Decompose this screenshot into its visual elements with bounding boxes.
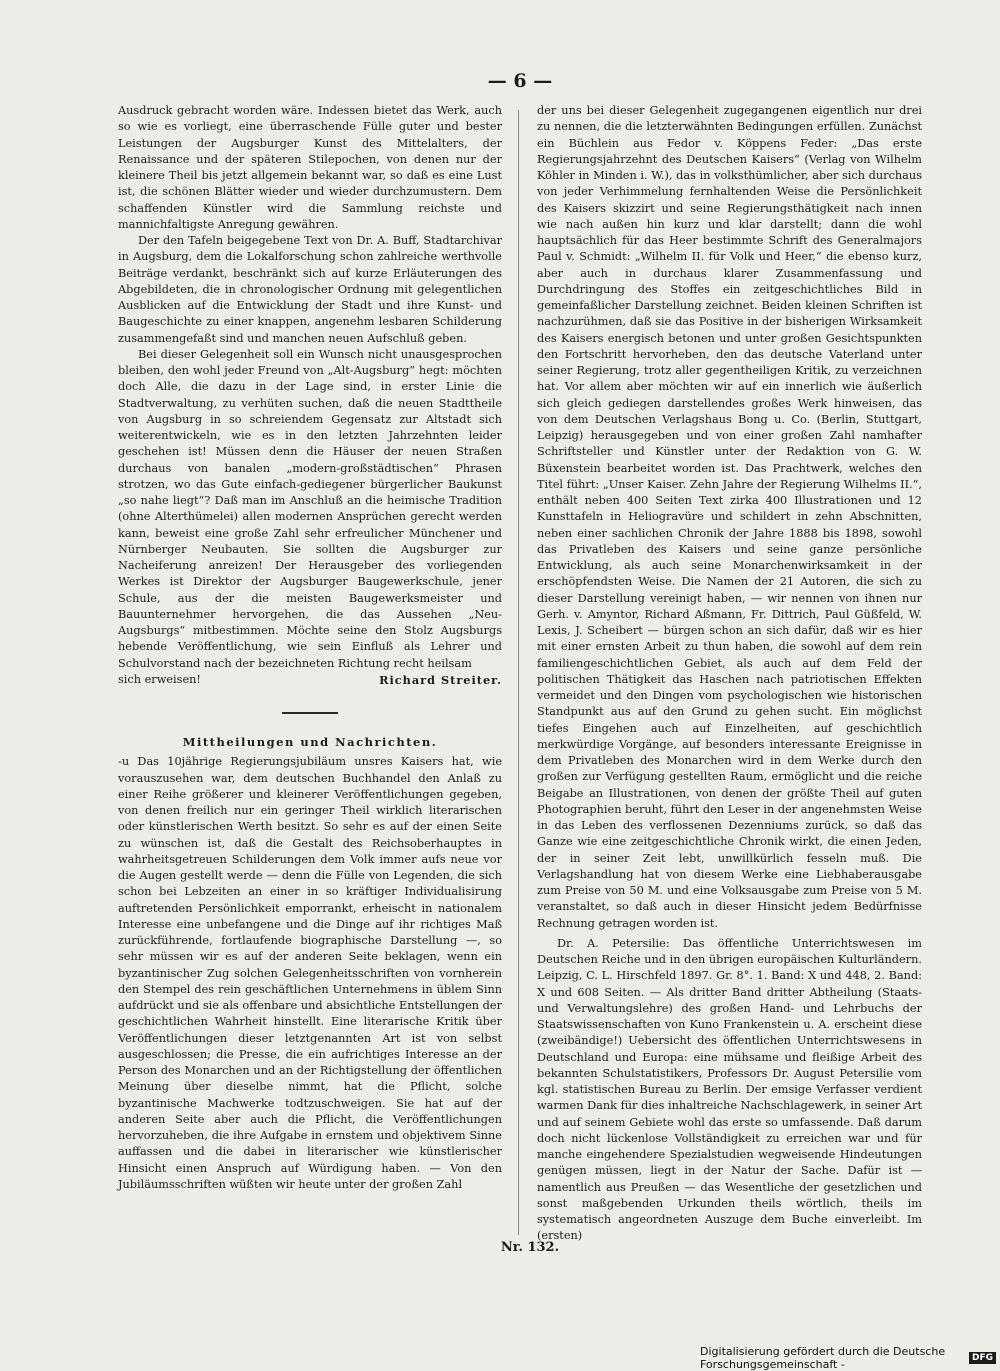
page-number: — 6 — bbox=[487, 70, 553, 92]
dfg-logo: DFG bbox=[969, 1352, 996, 1364]
dfg-notice-bar bbox=[700, 1344, 1000, 1371]
dfg-notice: Digitalisierung gefördert durch die Deutsche Forschungsgemeinschaft - bbox=[700, 1344, 946, 1371]
left-column bbox=[118, 103, 502, 1193]
paragraph: Bei dieser Gelegenheit soll ein Wunsch nicht unausgesprochen bleiben, den wohl jeder Freund von „Alt-Augsburg“ hegt: möchten doch Alle, die dazu in der Lage sind, in erster Linie die Stadtverwaltung, zu verhüten suchen, daß die neuen Stadttheile von Augsburg in so schreiendem Gegensatz zur Altstadt sich weiterentwickeln, wie es in den letzten Jahrzehnten leider geschehen ist! Müssen denn die Häuser der neuen Straßen durchaus von banalen „modern-großstädtischen“ Phrasen strotzen, wo das Gute einfach-gediegener bürgerlicher Baukunst „so nahe liegt“? Daß man im Anschluß an die heimische Tradition (ohne Alterthümelei) allen modernen Ansprüchen gerecht werden kann, beweist eine große Zahl sehr erfreulicher Münchener und Nürnberger Neubauten. Sie sollten die Augsburger zur Nacheiferung anreizen! Der Herausgeber des vorliegenden Werkes ist Direktor der Augsburger Baugewerkschule, jener Schule, aus der die meisten Baugewerksmeister und Bauunternehmer hervorgehen, die das Aussehen „Neu-Augsburgs“ mitbestimmen. Möchte seine den Stolz Augsburgs hebende Veröffentlichung, wie sein Einfluß als Lehrer und Schulvorstand nach der bezeichneten Richtung recht heilsam bbox=[118, 347, 502, 670]
paragraph-end: sich erweisen! bbox=[118, 672, 201, 686]
paragraph: -u Das 10jährige Regierungsjubiläum unsres Kaisers hat, wie vorauszusehen war, dem deutschen Buchhandel den Anlaß zu einer Reihe größerer und kleinerer Veröffentlichungen gegeben, von denen freilich nur ein geringer Theil wirklich literarischen oder künstlerischen Werth besitzt. So sehr es auf der einen Seite zu wünschen ist, daß die Gestalt des Reichsoberhauptes in wahrheitsgetreuen Schilderungen dem Volk immer aufs neue vor die Augen gestellt werde — denn die Fülle von Legenden, die sich schon bei Lebzeiten an einer in so kräftiger Individualisirung auftretenden Persönlichkeit emporrankt, erheischt in nationalem Interesse eine unbefangene und die Dinge auf ihr richtiges Maß zurückführende, fortlaufende biographische Darstellung —, so sehr müssen wir es auf der anderen Seite beklagen, wenn ein byzantinischer Zug solchen Gelegenheitsschriften von vornherein den Stempel des rein geschäftlichen Unternehmens in üblem Sinn aufdrückt und sie als offenbare und absichtliche Entstellungen der geschichtlichen Wahrheit hinstellt. Eine literarische Kritik über Veröffentlichungen dieser letztgenannten Art ist von selbst ausgeschlossen; die Presse, die ein aufrichtiges Interesse an der Person des Monarchen und an der Richtigstellung der öffentlichen Meinung über dieselbe nimmt, hat die Pflicht, solche byzantinische Machwerke todtzuschweigen. Sie hat auf der anderen Seite aber auch die Pflicht, die Veröffentlichungen hervorzuheben, die ihre Aufgabe in ernstem und objektivem Sinne auffassen und die dabei in literarischer wie künstlerischer Hinsicht einen Anspruch auf Würdigung haben. — Von den Jubiläumsschriften wüßten wir heute unter der großen Zahl bbox=[118, 755, 502, 1191]
section-rule bbox=[282, 712, 338, 714]
paragraph: der uns bei dieser Gelegenheit zugegangenen eigentlich nur drei zu nennen, die die letzterwähnten Bedingungen erfüllen. Zunächst ein Büchlein aus Fedor v. Köppens Feder: „Das erste Regierungsjahrzehnt des Deutschen Kaisers“ (Verlag von Wilhelm Köhler in Minden i. W.), das in volksthümlicher, aber sich durchaus von jeder Verhimmelung fernhaltenden Weise die Persönlichkeit des Kaisers skizzirt und seine Regierungsthätigkeit nach innen wie nach außen hin kurz und klar darstellt; dann die wohl hauptsächlich für das Heer bestimmte Schrift des Generalmajors Paul v. Schmidt: „Wilhelm II. für Volk und Heer,“ die ebenso kurz, aber auch in durchaus klarer Zusammenfassung und Durchdringung des Stoffes ein zeitgeschichtliches Bild in gemeinfaßlicher Darstellung zeichnet. Beiden kleinen Schriften ist nachzurühmen, daß sie das Positive in der bisherigen Wirksamkeit des Kaisers energisch betonen und unter großen Gesichtspunkten den Fortschritt hervorheben, den das deutsche Vaterland unter seiner Regierung, trotz aller gegentheiligen Kritik, zu verzeichnen hat. Vor allem aber möchten wir auf ein innerlich wie äußerlich sich gleich gediegen darstellendes großes Werk hinweisen, das von dem Deutschen Verlagshaus Bong u. Co. (Berlin, Stuttgart, Leipzig) herausgegeben und von einer großen Zahl namhafter Schriftsteller und Künstler unter der Redaktion von G. W. Büxenstein bearbeitet worden ist. Das Prachtwerk, welches den Titel führt: „Unser Kaiser. Zehn Jahre der Regierung Wilhelms II.“, enthält neben 400 Seiten Text zirka 400 Illustrationen und 12 Kunsttafeln in Heliogravüre und schildert in zehn Abschnitten, neben einer sachlichen Chronik der Jahre 1888 bis 1898, sowohl das Privatleben des Kaisers und seine ganze persönliche Entwicklung, als auch seine Monarchenwirksamkeit in der erschöpfendsten Weise. Die Namen der 21 Autoren, die sich zu dieser Darstellung vereinigt haben, — wir nennen von ihnen nur Gerh. v. Amyntor, Richard Aßmann, Fr. Dittrich, Paul Güßfeld, W. Lexis, J. Scheibert — bürgen schon an sich dafür, daß wir es hier mit einer ernsten Arbeit zu thun haben, die sowohl auf dem rein familiengeschichtlichen Gebiet, als auch auf dem Feld der politischen Thätigkeit das Haschen nach patriotischen Effekten vermeidet und den Dingen vom psychologischen wie historischen Standpunkt aus auf den Grund zu gehen sucht. Ein möglichst tiefes Eingehen auch auf Einzelheiten, auf geschichtlich merkwürdige Vorgänge, auf besonders interessante Ereignisse in dem Privatleben des Monarchen wird in dem Werke durch den großen zur Verfügung gestellten Raum, ermöglicht und die reiche Beigabe an Illustrationen, von denen der größte Theil auf guten Photographien beruht, führt den Leser in der angenehmsten Weise in das Leben des verflossenen Dezenniums zurück, so daß das Ganze wie eine zeitgeschichtliche Chronik wirkt, die einen Jeden, der in seiner Zeit lebt, unwillkürlich fesseln muß. Die Verlagshandlung hat von diesem Werke eine Liebhaberausgabe zum Preise von 50 M. und eine Volksausgabe zum Preise von 5 M. veranstaltet, so daß auch in dieser Hinsicht jedem Bedürfnisse Rechnung getragen worden ist. bbox=[537, 104, 922, 930]
section-heading: Mittheilungen und Nachrichten. bbox=[182, 735, 438, 749]
paragraph: Der den Tafeln beigegebene Text von Dr. A. Buff, Stadtarchivar in Augsburg, dem die Lokalforschung schon zahlreiche werthvolle Beiträge verdankt, beschränkt sich auf kurze Erläuterungen des Abgebildeten, die in chronologischer Ordnung mit gelegentlichen Ausblicken auf die Entwicklung der Stadt und ihre Kunst- und Baugeschichte zu einer knappen, angenehm lesbaren Schilderung zusammengefaßt sind und manchen neuen Aufschluß geben. bbox=[118, 234, 502, 345]
signature-line bbox=[118, 672, 502, 688]
right-column bbox=[537, 103, 922, 1245]
paragraph: Dr. A. Petersilie: Das öffentliche Unterrichtswesen im Deutschen Reiche und in den übrigen europäischen Kulturländern. Leipzig, C. L. Hirschfeld 1897. Gr. 8°. 1. Band: X und 448, 2. Band: X und 608 Seiten. — Als dritter Band dritter Abtheilung (Staats- und Verwaltungslehre) des großen Hand- und Lehrbuchs der Staatswissenschaften von Kuno Frankenstein u. A. erscheint diese (zweibändige!) Uebersicht des öffentlichen Unterrichtswesens in Deutschland und Europa: eine mühsame und fleißige Arbeit des bekannten Schulstatistikers, Professors Dr. August Petersilie vom kgl. statistischen Bureau zu Berlin. Der emsige Verfasser verdient warmen Dank für dies inhaltreiche Nachschlagewerk, in seiner Art und auf seinem Gebiete wohl das erste so umfassende. Daß darum doch nicht lückenlose Vollständigkeit zu erreichen war und für manche eingehendere Spezialstudien wegweisende Hindeutungen genügen müssen, liegt in der Natur der Sache. Dafür ist — namentlich aus Preußen — das Wesentliche der gesetzlichen und sonst maßgebenden Urkunden theils wörtlich, theils im systematisch angeordneten Auszuge dem Buche einverleibt. Im (ersten) bbox=[537, 936, 922, 1243]
paragraph: Ausdruck gebracht worden wäre. Indessen bietet das Werk, auch so wie es vorliegt, eine überraschende Fülle guter und bester Leistungen der Augsburger Kunst des Mittelalters, der Renaissance und der späteren Stilepochen, von denen nur der kleinere Theil bis jetzt allgemein bekannt war, so daß es eine Lust ist, die schönen Blätter wieder und wieder durchzumustern. Dem schaffenden Künstler wird die Sammlung reichste und mannichfaltigste Anregung gewähren. bbox=[118, 104, 502, 231]
article-author: Richard Streiter. bbox=[379, 672, 502, 687]
issue-number: Nr. 132. bbox=[500, 1240, 560, 1255]
column-divider bbox=[518, 110, 519, 1235]
